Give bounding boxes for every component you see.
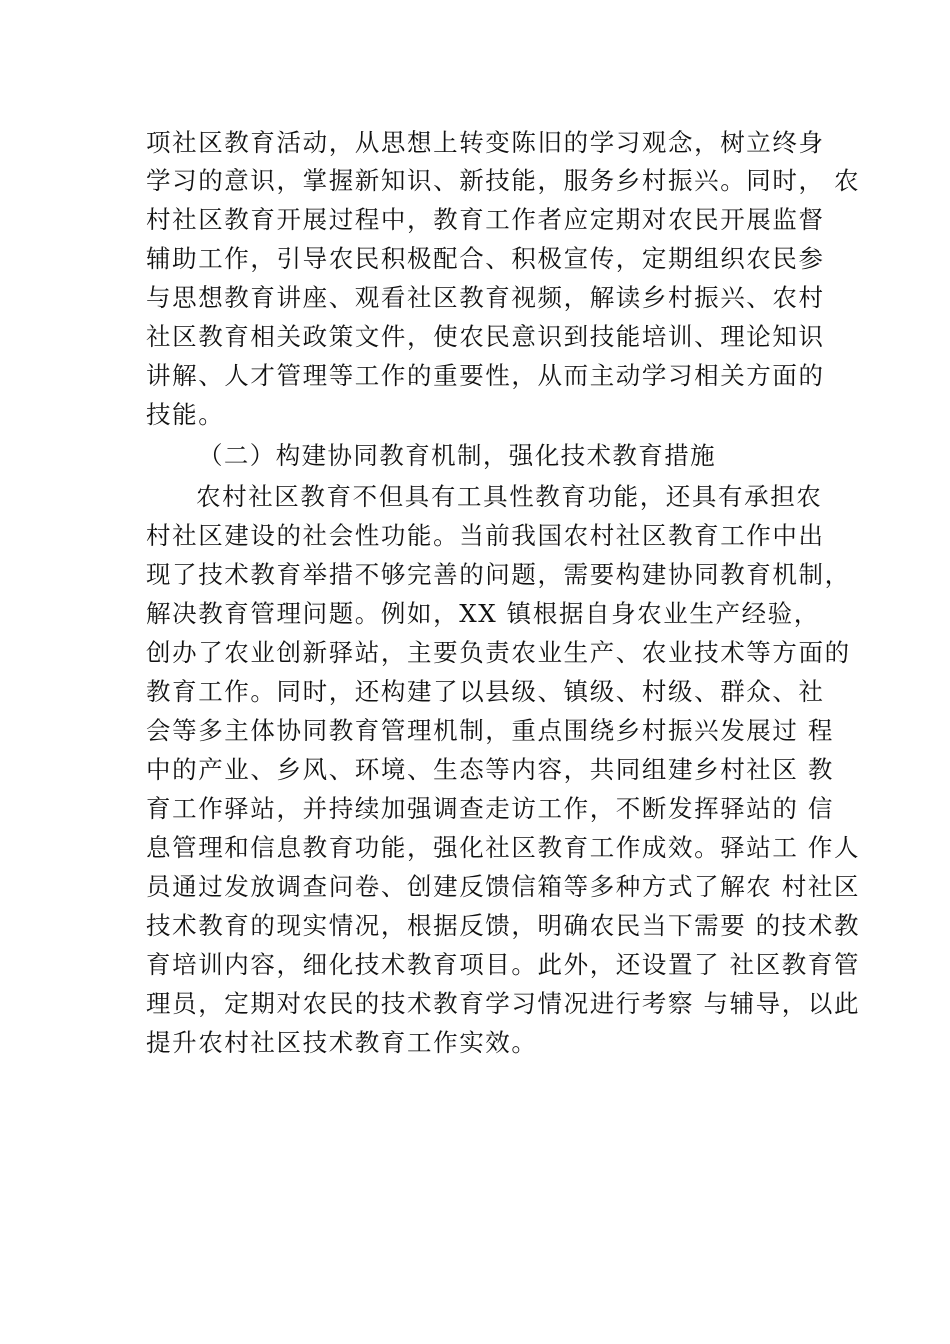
text-line: 解决教育管理问题。例如，XX 镇根据自身农业生产经验， — [146, 599, 820, 628]
text-line: 教育工作。同时，还构建了以县级、镇级、村级、群众、社 — [146, 677, 825, 706]
text-line: 讲解、人才管理等工作的重要性，从而主动学习相关方面的 — [146, 361, 825, 390]
text-line: 息管理和信息教育功能，强化社区教育工作成效。驿站工 作人 — [146, 833, 861, 862]
text-line: 技能。 — [146, 400, 225, 429]
text-line: 员通过发放调查问卷、创建反馈信箱等多种方式了解农 村社区 — [146, 872, 861, 901]
text-line: 村社区教育开展过程中，教育工作者应定期对农民开展监督 — [146, 205, 825, 234]
text-line: 与思想教育讲座、观看社区教育视频，解读乡村振兴、农村 — [146, 283, 825, 312]
text-line: 学习的意识，掌握新知识、新技能，服务乡村振兴。同时， 农 — [146, 166, 861, 195]
text-line: 技术教育的现实情况，根据反馈，明确农民当下需要 的技术教 — [146, 911, 861, 940]
text-line: 创办了农业创新驿站，主要负责农业生产、农业技术等方面的 — [146, 638, 851, 667]
text-line: 现了技术教育举措不够完善的问题，需要构建协同教育机制， — [146, 560, 851, 589]
text-line: 理员，定期对农民的技术教育学习情况进行考察 与辅导，以此 — [146, 989, 861, 1018]
section-heading: （二）构建协同教育机制，强化技术教育措施 — [198, 441, 716, 470]
text-line: 农村社区教育不但具有工具性教育功能，还具有承担农 — [196, 482, 823, 511]
text-line: 中的产业、乡风、环境、生态等内容，共同组建乡村社区 教 — [146, 755, 834, 784]
text-line: 会等多主体协同教育管理机制，重点围绕乡村振兴发展过 程 — [146, 716, 834, 745]
text-line: 提升农村社区技术教育工作实效。 — [146, 1028, 538, 1057]
text-line: 社区教育相关政策文件，使农民意识到技能培训、理论知识 — [146, 322, 825, 351]
text-line: 项社区教育活动，从思想上转变陈旧的学习观念，树立终身 — [146, 128, 825, 157]
text-line: 育培训内容，细化技术教育项目。此外，还设置了 社区教育管 — [146, 950, 861, 979]
text-line: 村社区建设的社会性功能。当前我国农村社区教育工作中出 — [146, 521, 825, 550]
text-line: 育工作驿站，并持续加强调查走访工作，不断发挥驿站的 信 — [146, 794, 834, 823]
text-line: 辅助工作，引导农民积极配合、积极宣传，定期组织农民参 — [146, 244, 825, 273]
